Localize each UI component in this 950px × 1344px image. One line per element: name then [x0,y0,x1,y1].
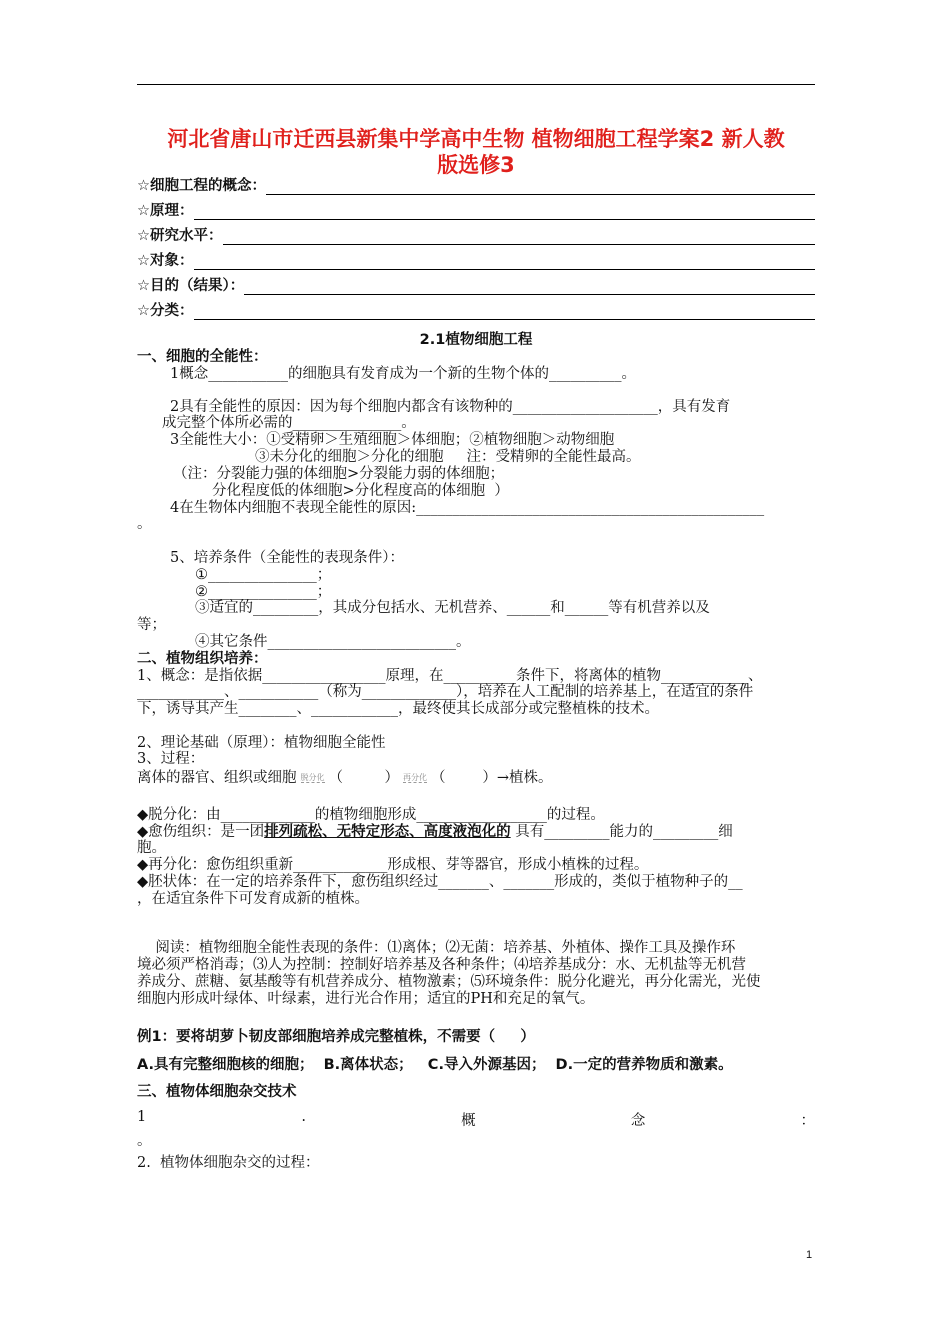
text-line: 2、理论基础（原理）：植物细胞全能性 [137,735,386,751]
answer-blank[interactable] [244,279,815,295]
text-line: 3全能性大小：①受精卵＞生殖细胞＞体细胞；②植物细胞＞动物细胞 [170,432,615,448]
reading-line: 境必须严格消毒；⑶人为控制：控制好培养基及各种条件；⑷培养基成分：水、无机盐等无机营 [137,957,746,973]
text-line: 。 [137,1133,152,1149]
text: 概 [461,1113,476,1129]
prompt-label: ☆分类： [137,303,194,319]
answer-blank[interactable] [194,304,816,320]
text-line: 下，诱导其产生________、____________，最终使其长成部分或完整植株的技术。 [137,701,659,717]
text-line: ◆脱分化：由_____________的植物细胞形成__________________的过程。 [137,807,605,823]
answer-blank[interactable]: （ ） [430,770,497,786]
text: 具有_________能力的_________细 [510,824,733,840]
answer-blank[interactable] [266,179,815,195]
prompt-principle [137,203,815,220]
text-line: 成完整个体所必需的_______________。 [162,415,416,431]
text-line: ，在适宜条件下可发育成新的植株。 [137,891,369,907]
section1-heading: 一、细胞的全能性： [137,349,268,365]
prompt-label: ☆对象： [137,253,194,269]
reading-line: 养成分、蔗糖、氨基酸等有机营养成分、植物激素；⑸环境条件：脱分化避光，再分化需光，光使 [137,974,761,990]
text: →植株。 [496,770,553,786]
answer-blank[interactable] [194,204,816,220]
text-line: ③适宜的_________，其成分包括水、无机营养、______和______等有机营养以及 [195,600,710,616]
text: 离体的器官、组织或细胞 [137,770,297,786]
text: . [301,1109,306,1125]
process-line [137,770,553,787]
example-question: 例1：要将胡萝卜韧皮部细胞培养成完整植株，不需要（ ） [137,1029,535,1045]
prompt-level [137,228,815,245]
text-line: 2具有全能性的原因：因为每个细胞内都含有该物种的____________________，具有发育 [170,399,731,415]
document-title-line2: 版选修3 [437,153,515,177]
text-line: 5、培养条件（全能性的表现条件）： [170,550,404,566]
text-line: 1、概念：是指依据_________________原理，在__________条件下，将离体的植物____________、 [137,668,763,684]
arrow-redifferentiation: 再分化 [402,773,427,782]
text: 念 [630,1113,646,1129]
text-line: 分化程度低的体细胞>分化程度高的体细胞 ） [212,483,509,499]
text-line: ②_______________； [195,584,332,600]
page-number: 1 [806,1249,813,1261]
text-line: ◆胚状体：在一定的培养条件下，愈伤组织经过_______、_______形成的，类似于植物种子的__ [137,874,743,890]
prompt-label: ☆目的（结果）： [137,278,245,294]
text-line: 胞。 [137,840,166,856]
reading-line: 阅读：植物细胞全能性表现的条件：⑴离体；⑵无菌：培养基、外植体、操作工具及操作环 [137,940,736,956]
text-line: （注：分裂能力强的体细胞>分裂能力弱的体细胞； [173,466,505,482]
text-line: 等； [137,617,166,633]
text-line [137,824,733,841]
arrow-dedifferentiation: 脱分化 [300,773,325,782]
text-line: ①_______________； [195,567,332,583]
prompt-object [137,253,815,270]
prompt-label: ☆细胞工程的概念： [137,178,266,194]
text-line: 3、过程： [137,751,205,767]
answer-blank[interactable]: （ ） [328,770,399,786]
text-line: ◆再分化：愈伤组织重新_____________形成根、芽等器官，形成小植株的过程。 [137,857,649,873]
section3-heading: 三、植物体细胞杂交技术 [137,1084,297,1100]
prompt-purpose [137,278,815,295]
text-line: 4在生物体内细胞不表现全能性的原因:________________________________________________ [170,500,765,516]
text-line: 。 [137,516,152,532]
section-heading: 2.1植物细胞工程 [419,332,533,348]
document-title-line1: 河北省唐山市迁西县新集中学高中生物 植物细胞工程学案2 新人教 [167,127,785,151]
header-rule [137,84,815,85]
prompt-category [137,303,815,320]
answer-blank[interactable] [223,229,816,245]
text-line: ④其它条件__________________________。 [195,634,471,650]
emphasized-text: 排列疏松、无特定形态、高度液泡化的 [264,824,511,840]
text: ： [800,1113,815,1129]
text-line: 1概念___________的细胞具有发育成为一个新的生物个体的__________。 [170,366,636,382]
reading-line: 细胞内形成叶绿体、叶绿素，进行光合作用；适宜的PH和充足的氧气。 [137,991,595,1007]
section2-heading: 二、植物组织培养： [137,651,268,667]
prompt-label: ☆研究水平： [137,228,223,244]
prompt-concept [137,178,815,195]
prompt-label: ☆原理： [137,203,194,219]
concept-line [137,1109,815,1130]
text: 1 [137,1109,147,1125]
text-line: 2. 植物体细胞杂交的过程： [137,1155,320,1171]
text-line: ③未分化的细胞＞分化的细胞 注：受精卵的全能性最高。 [255,449,641,465]
text-line: ____________、___________（称为_____________），培养在人工配制的培养基上，在适宜的条件 [137,684,754,700]
answer-blank[interactable] [194,254,816,270]
text: ◆愈伤组织：是一团 [137,824,265,840]
example-options: A.具有完整细胞核的细胞； B.离体状态； C.导入外源基因； D.一定的营养物质和激素。 [137,1057,733,1073]
